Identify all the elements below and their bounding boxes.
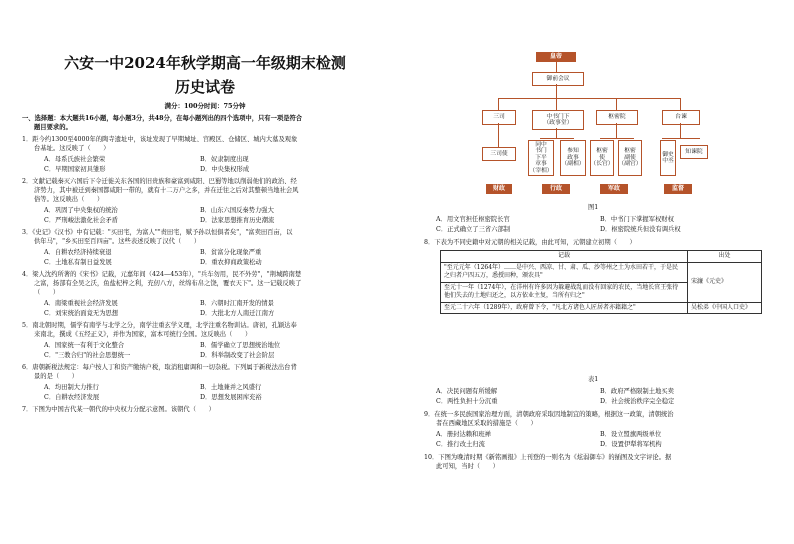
diagram-tongpingzhang: 同中 书门 下平 章事 （宰相） (528, 140, 554, 176)
diagram-connector (600, 138, 634, 139)
q5-text-cont: 来南北，撰成《五经正义》，并作为国家，富本可统行全国。这反映出（ ） (34, 331, 252, 338)
score-time-line: 满分：100分时间：75分钟 (164, 102, 246, 110)
q7-option-d: D．枢密院统兵但没有调兵权 (600, 226, 681, 233)
diagram-sansi: 三司 (482, 110, 516, 125)
q2-text: 2．文献记载秦灭六国后下令迁徙关东各国的旧贵族和豪富到咸阳、巴蜀等地以削弱他们的政治、经 (22, 178, 297, 185)
table-cell: 至元二十六年（1289年），政府曾下令，"凡北方诸色人匠居者亦籍籍之" (441, 302, 688, 314)
q2-option-b: B．山东六国反秦势力强大 (200, 207, 274, 214)
exam-title: 六安一中2024年秋学期高一年级期末检测 (64, 54, 346, 72)
q3-option-a: A．自耕农经济持续衰退 (44, 249, 112, 256)
q2-option-d: D．法家思想推育历史潮流 (200, 217, 275, 224)
q10-text-cont: 此可知，当时（ ） (436, 463, 499, 470)
table-cell: 宋濂《元史》 (688, 262, 762, 302)
table-caption: 表1 (588, 376, 599, 383)
diagram-connector (540, 138, 574, 139)
q9-text-cont: 者在西藏地区采取的措施是（ ） (436, 420, 537, 427)
q8-text: 8．下表为不同史籍中对元朝的相关记载，由此可知，元朝建立初期（ ） (424, 239, 636, 246)
q5-text: 5．南北朝时期，儒学有南学与北学之分，南学注重玄学义理，北学注重名物训诂。唐初，孔颖达奉 (22, 322, 297, 329)
table-row (441, 302, 762, 314)
diagram-emperor: 皇帝 (536, 52, 576, 62)
q6-text-cont: 景的是（ ） (34, 373, 79, 380)
diagram-connector (556, 98, 557, 110)
records-table (440, 250, 762, 314)
diagram-connector (498, 123, 499, 147)
diagram-connector (662, 138, 700, 139)
q7-option-c: C．正式确立了三省六部制 (436, 226, 511, 233)
table-header-cell: 记载 (441, 251, 688, 263)
diagram-connector (498, 98, 499, 110)
q9-option-d: D．设置伊犁将军机构 (600, 441, 662, 448)
diagram-connector (556, 84, 557, 98)
q6-option-a: A．均田制大力推行 (44, 384, 99, 391)
q4-text-cont: 之富，扬部有全吴之沃，鱼盐杞梓之利，充仞八方，丝绵布帛之饶，覆衣天下"。这一记载反映了 (34, 280, 302, 287)
q4-text-paren: （ ） (34, 289, 60, 296)
section-heading: 一、选择题：本大题共16小题，每小题3分，共48分，在每小题列出的四个选项中，只有一项是符合 (22, 115, 303, 122)
q3-text: 3．《史记》《汉书》中有记载："买田宅，为富人""责田宅，赋予孙以恒俱者矣"，"富卖田百亩，以 (22, 229, 293, 236)
q1-option-c: C．早期国家初具雏形 (44, 166, 106, 173)
q8-option-a: A．决民问题有所缓解 (436, 388, 498, 395)
q1-text: 1．距今约1300至4000年的陶寺遗址中，该址发现了早期城址、宫殿区、仓储区、城内大墓及观象 (22, 136, 298, 143)
q8-option-b: B．政府严格限制土地买卖 (600, 388, 674, 395)
diagram-caizheng: 财政 (486, 184, 512, 194)
table-cell: 至元十一年（1274年），在洋州有许多因为躲避战乱而没有回家的农民，当地长官王张待他们失去的土地归还之，以方依业主复，当所有归之" (441, 282, 688, 302)
q5-option-b: B．儒学确立了思想统治地位 (200, 342, 281, 349)
diagram-taijian: 台谏 (662, 110, 700, 125)
q6-option-b: B．土地兼并之风盛行 (200, 384, 262, 391)
table-cell: "至元元年（1264年）……是中兴、西凉、甘、肃、瓜、沙等州之土为水田若干，于是民之归者户四五万，悉授田种，颁农具" (441, 262, 688, 282)
diagram-xingzheng: 行政 (542, 184, 570, 194)
q6-option-d: D．思想发展困库充裕 (200, 394, 262, 401)
q5-option-a: A．国家统一有利于文化整合 (44, 342, 125, 349)
q2-text-cont2: 俗等。这反映出（ ） (34, 196, 104, 203)
table-header-cell: 出处 (688, 251, 762, 263)
diagram-shumishi: 枢密 使 （长官） (590, 140, 614, 176)
exam-subtitle: 历史试卷 (174, 78, 235, 96)
q1-option-d: D．中央集权形成 (200, 166, 250, 173)
q6-text: 6．唐朝新税法规定：每户按人丁和资产缴纳户税，取消租庸调和一切杂税。下列属于新税法出台背 (22, 364, 297, 371)
diagram-connector (556, 62, 557, 72)
q4-option-a: A．南梁重视社会经济发展 (44, 300, 118, 307)
q7-option-a: A．用文官担任枢密院长官 (436, 216, 510, 223)
section-heading-cont: 题目要求的。 (34, 124, 72, 131)
q5-option-c: C．"三教合归"的社会思想统一 (44, 352, 131, 359)
q9-text: 9．在统一多民族国家治理方面，清朝政府采取因地制宜的策略，根据这一政策，清朝统治 (424, 411, 674, 418)
q10-text: 10．下图为晚清时期《新铭画报》上刊登的一则名为《炫弱御车》的插图及文字评论。据 (424, 454, 672, 461)
q3-option-d: D．重农抑商政策松动 (200, 259, 262, 266)
diagram-connector (498, 98, 680, 99)
q7-text: 7．下图为中国古代某一朝代的中央权力分配示意图。该朝代（ ） (22, 406, 215, 413)
diagram-connector (680, 123, 681, 138)
diagram-junzheng: 军政 (600, 184, 628, 194)
q2-text-cont1: 济势力，其中被迁到秦国都咸阳一带的，就有十二万户之多，并在迁往之后对其整顿当地社会风 (34, 187, 299, 194)
diagram-jiancha: 监督 (664, 184, 692, 194)
q9-option-c: C．推行改土归流 (436, 441, 485, 448)
q9-option-b: B．设立盟旗两级单位 (600, 431, 662, 438)
q4-option-b: B．六朝时江南开发的情景 (200, 300, 274, 307)
figure-caption: 图1 (588, 204, 599, 211)
table-row (441, 262, 762, 282)
q4-option-d: D．大批北方人南迁江南方 (200, 310, 275, 317)
q8-option-c: C．两性负担十分沉重 (436, 398, 498, 405)
q3-option-b: B．贫富分化现象严重 (200, 249, 262, 256)
diagram-shumi: 枢密院 (596, 110, 638, 125)
q1-option-b: B．奴隶制度出现 (200, 156, 249, 163)
diagram-connector (680, 98, 681, 110)
q4-text: 4．梁人沈约所著的《宋书》记载，元嘉年间（424—453年），"兵车勿用，民不外劳"，"荆城跨南楚 (22, 271, 302, 278)
table-header-row (441, 251, 762, 263)
q3-option-c: C．土地私有制日益发展 (44, 259, 112, 266)
q3-text-cont: 供年马"，"乡买田至百四亩"。这些表述反映了汉代（ ） (34, 238, 201, 245)
diagram-yushi: 御史 中丞 (660, 140, 676, 176)
diagram-shumifushi: 枢密 副使 （副官） (618, 140, 642, 176)
q4-option-c: C．刘宋统治面竟无为思想 (44, 310, 119, 317)
diagram-connector (556, 128, 557, 138)
q8-option-d: D．社会统治秩序完全稳定 (600, 398, 675, 405)
diagram-zhijian: 知谏院 (680, 145, 708, 159)
q2-option-a: A．巩固了中央集权的统治 (44, 207, 118, 214)
q2-option-c: C．严刑峻法激化社会矛盾 (44, 217, 119, 224)
table-cell: 吴松弟《中国人口史》 (688, 302, 762, 314)
q5-option-d: D．科举制改变了社会阶层 (200, 352, 275, 359)
q6-option-c: C．自耕农经济发展 (44, 394, 100, 401)
diagram-sansishi: 三司使 (482, 147, 516, 161)
q9-option-a: A．册封达赖和班禅 (436, 431, 491, 438)
q7-option-b: B．中书门下掌握军权财权 (600, 216, 674, 223)
diagram-connector (616, 123, 617, 138)
diagram-connector (616, 98, 617, 110)
q1-text-cont: 台基址。这反映了（ ） (34, 145, 110, 152)
q1-option-a: A．母系氏族社会繁荣 (44, 156, 106, 163)
diagram-council: 御前会议 (532, 72, 584, 86)
diagram-canzhi: 参知 政事 （副相） (560, 140, 586, 176)
diagram-zhongshu: 中书门下 （政事堂） (532, 110, 584, 130)
